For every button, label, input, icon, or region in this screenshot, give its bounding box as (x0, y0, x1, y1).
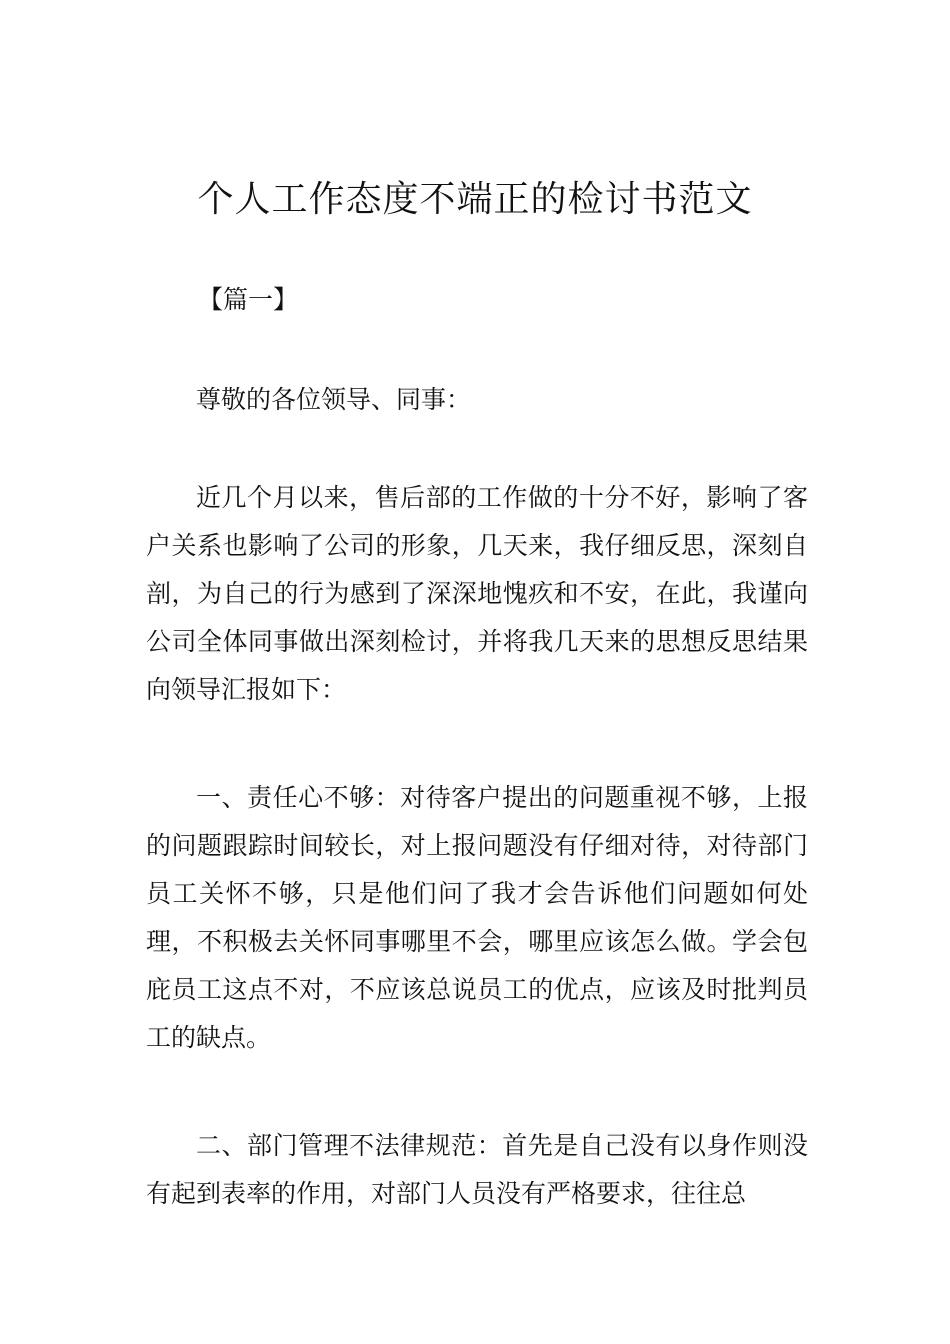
paragraph-responsibility: 一、责任心不够：对待客户提出的问题重视不够，上报的问题跟踪时间较长，对上报问题没有仔细对待，对待部门员工关怀不够，只是他们问了我才会告诉他们问题如何处理，不积极去关怀同事哪里不会，哪里应该怎么做。学会包庇员工这点不对，不应该总说员工的优点，应该及时批判员工的缺点。 (146, 783, 808, 1052)
greeting: 尊敬的各位领导、同事： (196, 385, 472, 414)
section-label: 【篇一】 (198, 285, 299, 314)
paragraph-management: 二、部门管理不法律规范：首先是自己没有以身作则没有起到表率的作用，对部门人员没有严格要求，往往总 (146, 1131, 808, 1208)
paragraph-intro: 近几个月以来，售后部的工作做的十分不好，影响了客户关系也影响了公司的形象，几天来，我仔细反思，深刻自剖，为自己的行为感到了深深地愧疚和不安，在此，我谨向公司全体同事做出深刻检讨，并将我几天来的思想反思结果向领导汇报如下： (146, 483, 808, 704)
document-title: 个人工作态度不端正的检讨书范文 (197, 179, 753, 220)
